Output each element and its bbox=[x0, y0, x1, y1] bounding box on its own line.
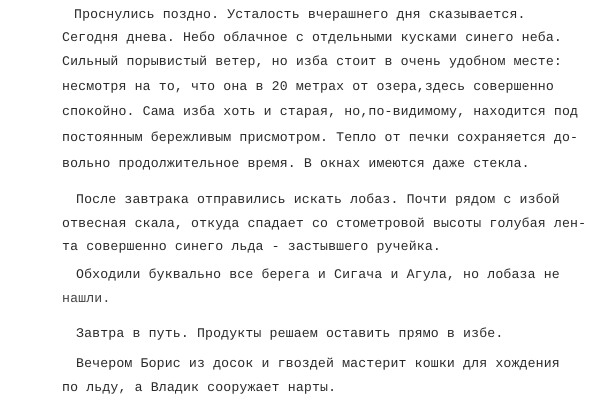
text-line: та совершенно синего льда - застывшего ручейка. bbox=[62, 239, 441, 254]
text-line: Обходили буквально все берега и Сигача и Агула, но лобаза не bbox=[76, 267, 560, 282]
text-line: нашли. bbox=[62, 291, 111, 306]
text-line: по льду, а Владик сооружает нарты. bbox=[62, 380, 337, 395]
text-line: постоянным бережливым присмотром. Тепло от печки сохраняется до- bbox=[62, 130, 579, 145]
text-line: Сильный порывистый ветер, но изба стоит в очень удобном месте: bbox=[62, 54, 562, 69]
text-line: Вечером Борис из досок и гвоздей мастерит кошки для хождения bbox=[76, 356, 560, 371]
text-line: вольно продолжительное время. В окнах имеются даже стекла. bbox=[62, 156, 530, 171]
text-line: Сегодня днева. Небо облачное с отдельными кусками синего неба. bbox=[62, 30, 562, 45]
text-line: Проснулись поздно. Усталость вчерашнего дня сказывается. bbox=[74, 7, 526, 22]
text-line: несмотря на то, что она в 20 метрах от озера,здесь совершенно bbox=[62, 79, 554, 94]
text-line: После завтрака отправились искать лобаз. Почти рядом с избой bbox=[76, 192, 560, 207]
text-line: отвесная скала, откуда спадает со стометровой высоты голубая лен- bbox=[62, 216, 587, 231]
text-line: Завтра в путь. Продукты решаем оставить прямо в избе. bbox=[76, 326, 504, 341]
text-line: спокойно. Сама изба хоть и старая, но,по-видимому, находится под bbox=[62, 104, 579, 119]
